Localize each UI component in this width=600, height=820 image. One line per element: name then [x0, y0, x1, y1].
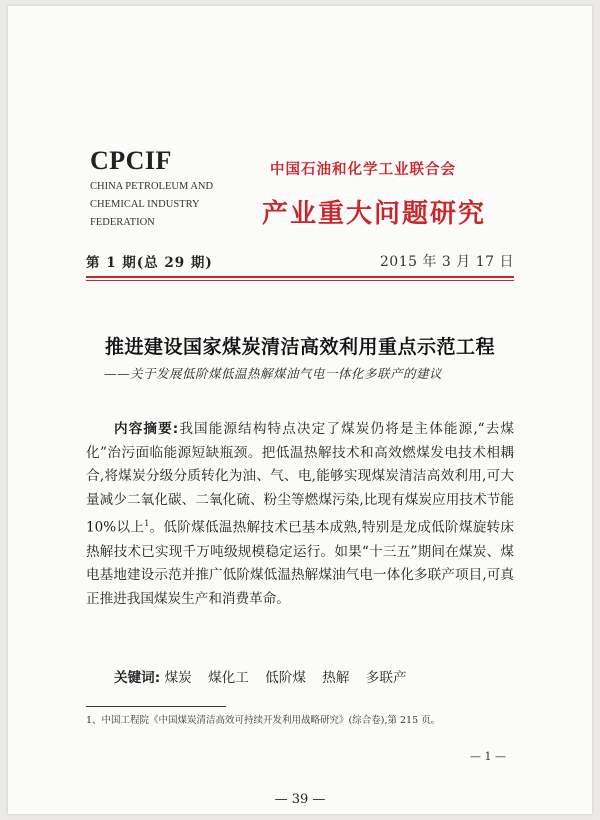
- organization-name: 中国石油和化学工业联合会: [270, 161, 456, 178]
- logo-line: FEDERATION: [90, 217, 155, 228]
- keywords-line: [114, 666, 419, 686]
- document-page: [8, 6, 592, 814]
- header-divider: [86, 276, 514, 278]
- abstract-text-continued: 。低阶煤低温热解技术已基本成熟,特别是龙成低阶煤旋转床热解技术已实现千万吨级规模稳定运行。如果“十三五”期间在煤炭、煤电基地建设示范并推广低阶煤低温热解煤油气电一体化多联产项目,可真正推进我国煤炭生产和消费革命。: [86, 519, 514, 607]
- issue-date: 2015 年 3 月 17 日: [379, 254, 514, 270]
- keyword: 煤炭: [164, 670, 192, 686]
- logo-full-name: [90, 178, 230, 232]
- logo-line: CHEMICAL INDUSTRY: [90, 199, 200, 210]
- keyword: 低阶煤: [265, 670, 306, 686]
- footnote: 1、中国工程院《中国煤炭清洁高效可持续开发利用战略研究》(综合卷),第 215 页。: [86, 715, 441, 726]
- article-title: 推进建设国家煤炭清洁高效利用重点示范工程: [104, 336, 495, 358]
- cpcif-logo: [90, 146, 230, 232]
- publication-title: 产业重大问题研究: [262, 199, 487, 229]
- article-subtitle: ——关于发展低阶煤低温热解煤油气电一体化多联产的建议: [104, 366, 443, 381]
- issue-number: 第 1 期(总 29 期): [86, 255, 213, 271]
- keyword: 多联产: [365, 670, 407, 686]
- header-divider-thin: [86, 280, 514, 281]
- abstract-paragraph: [86, 418, 514, 611]
- keyword: 热解: [322, 670, 350, 686]
- abstract-text: 我国能源结构特点决定了煤炭仍将是主体能源,“去煤化”治污面临能源短缺瓶颈。把低温热解技术和高效燃煤发电技术相耦合,将煤炭分级分质转化为油、气、电,能够实现煤炭清洁高效利用,可大量减少二氧化碳、二氧化硫、粉尘等燃煤污染,比现有煤炭应用技术节能 10%以上: [86, 421, 514, 536]
- outer-page-number: — 39 —: [274, 792, 326, 807]
- abstract-label: 内容摘要:: [114, 421, 179, 437]
- keyword: 煤化工: [208, 670, 249, 686]
- footnote-divider: [86, 706, 226, 707]
- inner-page-number: — 1 —: [470, 750, 506, 763]
- footnote-reference[interactable]: 1: [144, 519, 150, 529]
- keywords-label: 关键词:: [114, 670, 161, 686]
- logo-line: CHINA PETROLEUM AND: [90, 181, 214, 192]
- logo-abbreviation: CPCIF: [90, 146, 172, 175]
